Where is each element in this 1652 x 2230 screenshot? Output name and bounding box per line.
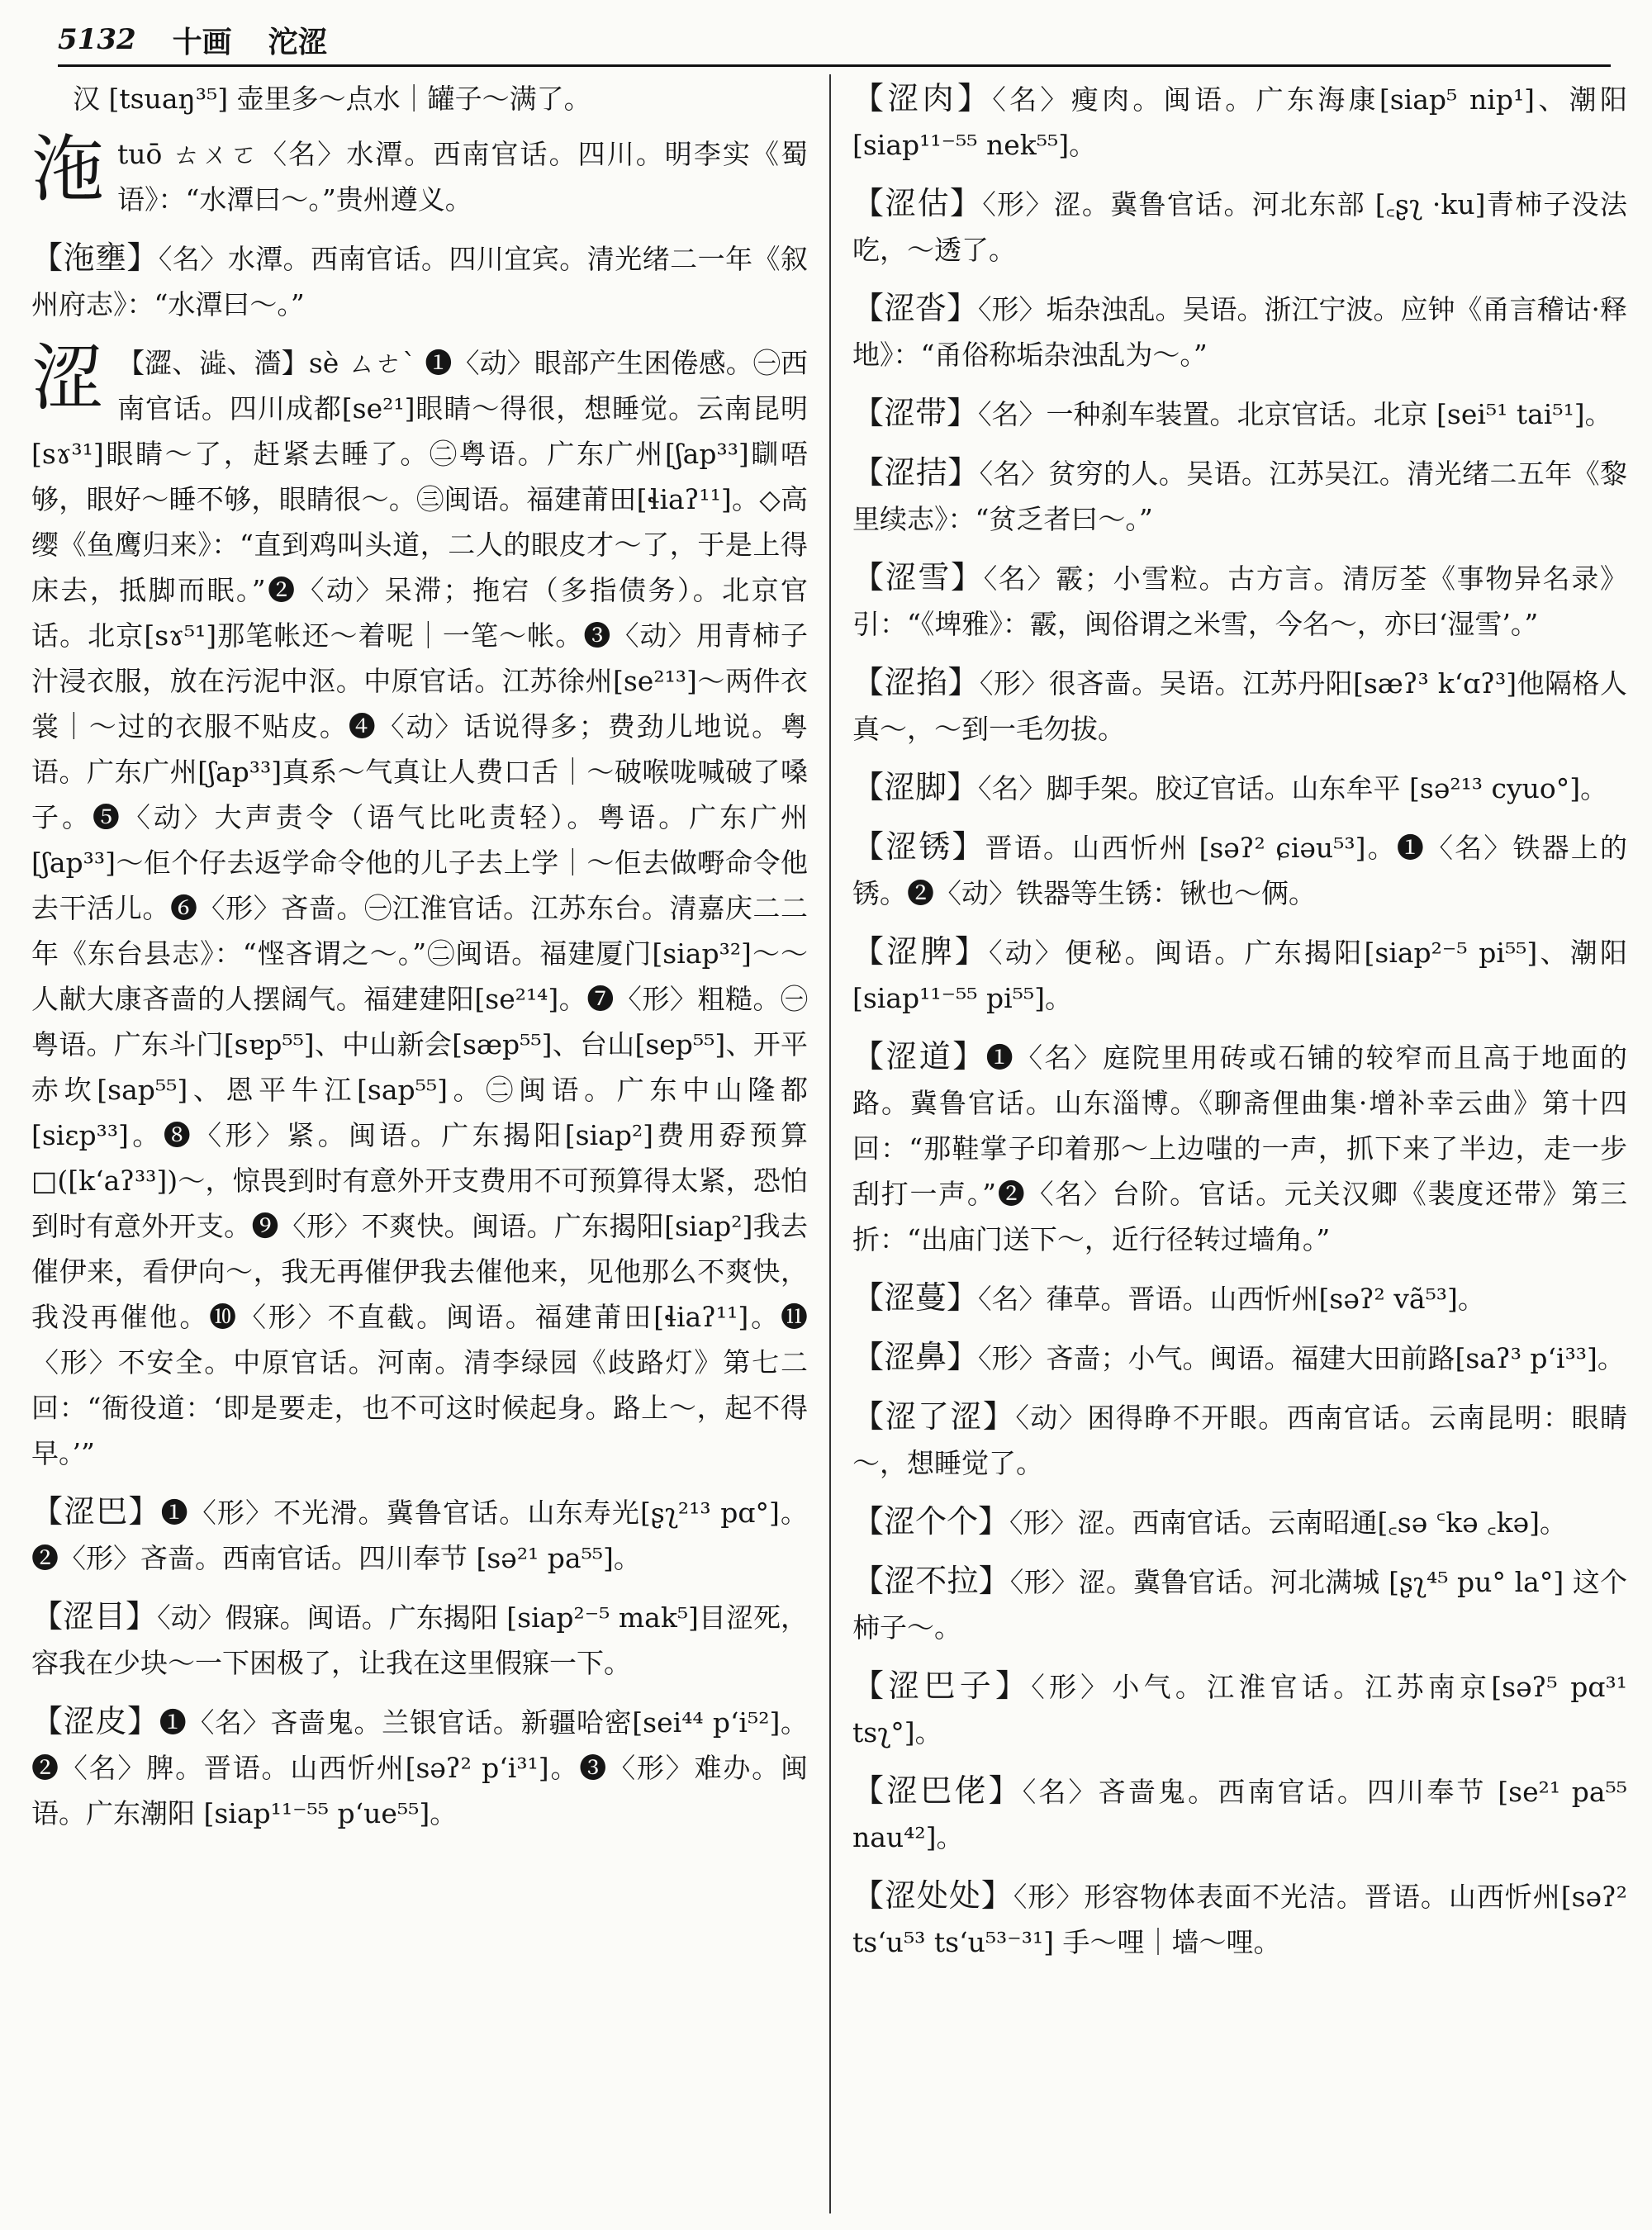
- dictionary-entry: [852, 929, 1627, 1021]
- dictionary-entry: [31, 1489, 808, 1581]
- dictionary-entry: [852, 286, 1627, 377]
- entry-headword: 【涩脚】: [852, 769, 979, 805]
- dictionary-entry: [852, 450, 1627, 542]
- dictionary-entry: [852, 1663, 1627, 1755]
- right-column: [852, 76, 1627, 1978]
- dictionary-entry: [31, 235, 808, 327]
- main-headword: 沲: [31, 126, 105, 211]
- dictionary-entry: [852, 555, 1627, 647]
- entry-text: 晋语。山西忻州 [səʔ² ɕiəu⁵³]。❶〈名〉铁器上的锈。❷〈动〉铁器等生锈：锹也～俩。: [852, 832, 1627, 909]
- entry-headword: 【涩个个】: [852, 1503, 1010, 1540]
- entry-text: ❶〈形〉不光滑。冀鲁官话。山东寿光[ʂʅ²¹³ pɑ°]。❷〈形〉吝啬。西南官话。四川奉节 [sə²¹ pa⁵⁵]。: [31, 1497, 808, 1574]
- entry-text: 〈名〉一种刹车装置。北京官话。北京 [sei⁵¹ tai⁵¹]。: [978, 398, 1612, 430]
- entry-headword: 【涩掐】: [852, 664, 980, 700]
- entry-text: 〈名〉贫穷的人。吴语。江苏吴江。清光绪二五年《黎里续志》：“贫乏者曰～。”: [852, 458, 1627, 535]
- dictionary-entry: [852, 660, 1627, 752]
- entry-headword: 【涩了涩】: [852, 1398, 1016, 1435]
- entry-headword: 【涩雪】: [852, 559, 984, 595]
- entry-headword: 【涩皮】: [31, 1703, 159, 1739]
- entry-headword: 【涩肉】: [852, 80, 993, 116]
- page-number: 5132: [58, 23, 136, 56]
- entry-headword: 【涩沓】: [852, 290, 979, 326]
- entry-headword: 【涩锈】: [852, 828, 985, 865]
- entry-text: 汉 [tsuaŋ³⁵] 壶里多～点水｜罐子～满了。: [73, 83, 591, 115]
- left-column: [31, 76, 808, 1849]
- dictionary-entry: [852, 1499, 1627, 1545]
- column-divider: [829, 74, 831, 2213]
- entry-headword: 【涩蔓】: [852, 1279, 979, 1316]
- entry-headword: 【涩不拉】: [852, 1563, 1010, 1599]
- stroke-count: 十画: [172, 24, 232, 59]
- entry-headword: 【涩脾】: [852, 933, 989, 970]
- entry-text: 〈形〉涩。西南官话。云南昭通[꜀sə ꜂kə ꜀kə]。: [1009, 1506, 1568, 1539]
- entry-headword: 【涩目】: [31, 1598, 158, 1635]
- entry-headword: 【沲壅】: [31, 240, 159, 276]
- dictionary-entry: [852, 824, 1627, 916]
- entry-headword: 【涩估】: [852, 185, 983, 221]
- entry-text: 〈形〉小气。江淮官话。江苏南京[səʔ⁵ pɑ³¹ tsʅ°]。: [852, 1671, 1627, 1748]
- entry-text: 〈形〉吝啬；小气。闽语。福建大田前路[saʔ³ pʻi³³]。: [978, 1342, 1625, 1374]
- entry-text: tuō ㄊㄨㄛ〈名〉水潭。西南官话。四川。明李实《蜀语》：“水潭曰～。”贵州遵义。: [117, 138, 808, 216]
- entry-text: 〈名〉瘦肉。闽语。广东海康[siap⁵ nip¹]、潮阳 [siap¹¹⁻⁵⁵ nek⁵⁵]。: [852, 83, 1627, 161]
- dictionary-entry: [852, 1335, 1627, 1381]
- dictionary-entry: [852, 391, 1627, 437]
- entry-continuation: [31, 76, 808, 121]
- entry-text: 〈形〉很吝啬。吴语。江苏丹阳[sæʔ³ kʻɑʔ³]他隔格人真～，～到一毛勿拔。: [852, 667, 1627, 745]
- entry-text: 〈动〉困得睁不开眼。西南官话。云南昆明：眼睛～，想睡觉了。: [852, 1402, 1627, 1479]
- entry-headword: 【涩处处】: [852, 1877, 1014, 1914]
- entry-text: 〈名〉水潭。西南官话。四川宜宾。清光绪二一年《叙州府志》：“水潭曰～。”: [31, 243, 808, 320]
- entry-text: 〈名〉葎草。晋语。山西忻州[səʔ² vã⁵³]。: [978, 1283, 1485, 1315]
- entry-text: 〈形〉涩。冀鲁官话。河北满城 [ʂʅ⁴⁵ pu° la°] 这个柿子～。: [852, 1566, 1627, 1644]
- entry-headword: 【涩巴子】: [852, 1668, 1032, 1704]
- entry-text: 〈形〉涩。冀鲁官话。河北东部 [꜀ʂʅ ·ku]青柿子没法吃，～透了。: [852, 188, 1627, 266]
- dictionary-entry: [852, 1559, 1627, 1650]
- dictionary-entry: [852, 76, 1627, 168]
- entry-text: ❶〈名〉庭院里用砖或石铺的较窄而且高于地面的路。冀鲁官话。山东淄博。《聊斋俚曲集·增补幸云曲》第十四回：“那鞋掌子印着那～上边嗤的一声，抓下来了半边，走一步刮打一声。”❷〈名〉台阶。官话。元关汉卿《裴度还带》第三折：“出庙门送下～，近行径转过墙角。”: [852, 1041, 1627, 1255]
- dictionary-entry: [852, 181, 1627, 273]
- dictionary-entry: [31, 1699, 808, 1836]
- entry-text: 〈名〉脚手架。胶辽官话。山东牟平 [sə²¹³ cyuo°]。: [978, 772, 1608, 804]
- entry-text: ❶〈名〉吝啬鬼。兰银官话。新疆哈密[sei⁴⁴ pʻi⁵²]。❷〈名〉脾。晋语。山西忻州[səʔ² pʻi³¹]。❸〈形〉难办。闽语。广东潮阳 [siap¹¹⁻⁵⁵ pʻue⁵⁵]。: [31, 1706, 808, 1829]
- entry-text: 〈动〉便秘。闽语。广东揭阳[siap²⁻⁵ pi⁵⁵]、潮阳 [siap¹¹⁻⁵⁵ pi⁵⁵]。: [852, 937, 1627, 1014]
- main-headword: 涩: [31, 335, 105, 420]
- dictionary-entry: [852, 1394, 1627, 1486]
- dictionary-entry: [852, 765, 1627, 811]
- dictionary-entry: [852, 1873, 1627, 1965]
- page-header: [58, 17, 1611, 63]
- dictionary-entry: [31, 1594, 808, 1686]
- entry-headword: 【涩巴佬】: [852, 1772, 1023, 1809]
- entry-headword: 【涩巴】: [31, 1493, 161, 1530]
- entry-text: 〈形〉垢杂浊乱。吴语。浙江宁波。应钟《甬言稽诂·释地》：“甬俗称垢杂浊乱为～。”: [852, 293, 1628, 371]
- entry-headword: 【涩鼻】: [852, 1339, 979, 1375]
- entry-headword: 【涩道】: [852, 1038, 986, 1075]
- entry-headword: 【涩拮】: [852, 454, 980, 491]
- running-head: 沱涩: [268, 24, 328, 59]
- dictionary-entry: [852, 1768, 1627, 1860]
- header-rule: [58, 64, 1611, 67]
- main-headword-entry: [31, 335, 808, 1476]
- dictionary-entry: [852, 1034, 1627, 1262]
- main-headword-entry: [31, 126, 808, 222]
- entry-text: 【澀、澁、濇】sè ㄙㄜˋ ❶〈动〉眼部产生困倦感。㊀西南官话。四川成都[se²¹]眼睛～得很，想睡觉。云南昆明[sɤ³¹]眼睛～了，赶紧去睡了。㊁粤语。广东广州[ʃap³³]瞓唔够，眼好～睡不够，眼睛很～。㊂闽语。福建莆田[ɬiaʔ¹¹]。◇高缨《鱼鹰归来》：“直到鸡叫头道，二人的眼皮才～了，于是上得床去，抵脚而眠。”❷〈动〉呆滞；拖宕（多指债务）。北京官话。北京[sɤ⁵¹]那笔帐还～着呢｜一笔～帐。❸〈动〉用青柿子汁浸衣服，放在污泥中沤。中原官话。江苏徐州[se²¹³]～两件衣裳｜～过的衣服不贴皮。❹〈动〉话说得多；费劲儿地说。粤语。广东广州[ʃap³³]真系～气真让人费口舌｜～破喉咙喊破了嗓子。❺〈动〉大声责令（语气比叱责轻）。粤语。广东广州[ʃap³³]～佢个仔去返学命令他的儿子去上学｜～佢去做嘢命令他去干活儿。❻〈形〉吝啬。㊀江淮官话。江苏东台。清嘉庆二二年《东台县志》：“悭吝谓之～。”㊁闽语。福建厦门[siap³²]～～人献大康吝啬的人摆阔气。福建建阳[se²¹⁴]。❼〈形〉粗糙。㊀粤语。广东斗门[sɐp⁵⁵]、中山新会[sæp⁵⁵]、台山[sep⁵⁵]、开平赤坎[sap⁵⁵]、恩平牛江[sap⁵⁵]。㊁闽语。广东中山隆都[siɛp³³]。❽〈形〉紧。闽语。广东揭阳[siap²]费用孬预算□([kʻaʔ³³])～，惊畏到时有意外开支费用不可预算得太紧，恐怕到时有意外开支。❾〈形〉不爽快。闽语。广东揭阳[siap²]我去催伊来，看伊向～，我无再催伊我去催他来，见他那么不爽快，我没再催他。❿〈形〉不直截。闽语。福建莆田[ɬiaʔ¹¹]。⓫〈形〉不安全。中原官话。河南。清李绿园《歧路灯》第七二回：“衙役道：‘即是要走，也不可这时候起身。路上～，起不得早。’”: [31, 347, 808, 1469]
- entry-text: 〈动〉假寐。闽语。广东揭阳 [siap²⁻⁵ mak⁵]目涩死，容我在少块～一下困极了，让我在这里假寐一下。: [31, 1601, 808, 1679]
- dictionary-entry: [852, 1275, 1627, 1321]
- entry-text: 〈名〉吝啬鬼。西南官话。四川奉节 [se²¹ pa⁵⁵ nau⁴²]。: [852, 1776, 1627, 1853]
- entry-headword: 【涩带】: [852, 395, 979, 431]
- entry-text: 〈形〉形容物体表面不光洁。晋语。山西忻州[səʔ² tsʻu⁵³ tsʻu⁵³⁻³¹] 手～哩｜墙～哩。: [852, 1881, 1627, 1958]
- entry-text: 〈名〉霰；小雪粒。古方言。清厉荃《事物异名录》引：“《埤雅》：霰，闽俗谓之米雪，今名～，亦曰‘湿雪’。”: [852, 562, 1627, 640]
